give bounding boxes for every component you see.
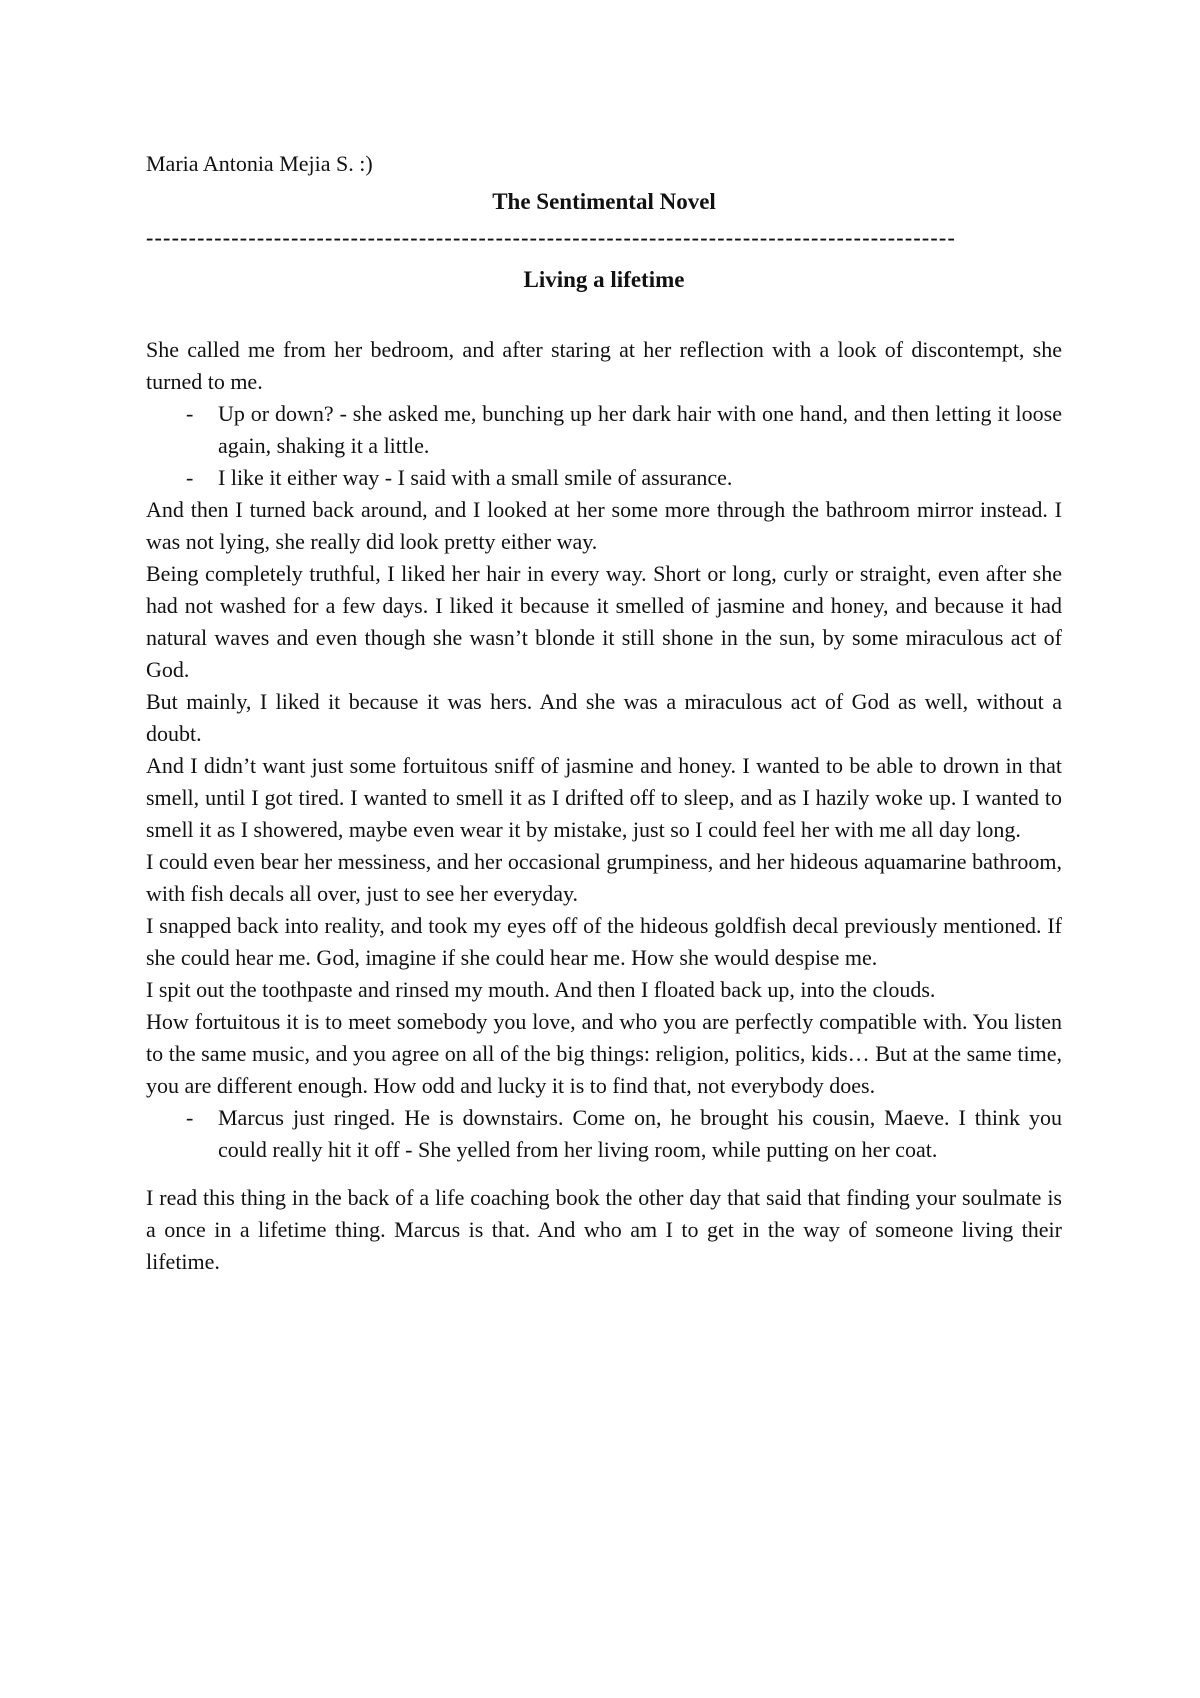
dialogue-dash: - <box>186 1105 194 1130</box>
document-page <box>146 148 1062 1278</box>
paragraph: I snapped back into reality, and took my eyes off of the hideous goldfish decal previously mentioned. If she could hear me. God, imagine if she could hear me. How she would despise me. <box>146 913 1062 970</box>
author-line: Maria Antonia Mejia S. :) <box>146 151 373 176</box>
paragraph-gap <box>146 1166 1062 1182</box>
paragraph: She called me from her bedroom, and after staring at her reflection with a look of discontempt, she turned to me. <box>146 337 1062 394</box>
dialogue-text: Marcus just ringed. He is downstairs. Come on, he brought his cousin, Maeve. I think you could really hit it off - She yelled from her living room, while putting on her coat. <box>218 1105 1062 1162</box>
paragraph: I read this thing in the back of a life coaching book the other day that said that finding your soulmate is a once in a lifetime thing. Marcus is that. And who am I to get in the way of someone living their lifetime. <box>146 1185 1062 1274</box>
paragraph: And then I turned back around, and I looked at her some more through the bathroom mirror instead. I was not lying, she really did look pretty either way. <box>146 497 1062 554</box>
paragraph: And I didn’t want just some fortuitous sniff of jasmine and honey. I wanted to be able to drown in that smell, until I got tired. I wanted to smell it as I drifted off to sleep, and as I hazily woke up. I wanted to smell it as I showered, maybe even wear it by mistake, just so I could feel her with me all day long. <box>146 753 1062 842</box>
document-title: The Sentimental Novel <box>492 189 716 214</box>
story-body <box>146 334 1062 1278</box>
dialogue-dash: - <box>186 401 194 426</box>
dialogue-line <box>146 462 1062 494</box>
paragraph: I spit out the toothpaste and rinsed my mouth. And then I floated back up, into the clouds. <box>146 977 936 1002</box>
dialogue-text: I like it either way - I said with a small smile of assurance. <box>218 465 733 490</box>
dialogue-line <box>146 398 1062 462</box>
dialogue-text: Up or down? - she asked me, bunching up her dark hair with one hand, and then letting it loose again, shaking it a little. <box>218 401 1062 458</box>
paragraph: But mainly, I liked it because it was hers. And she was a miraculous act of God as well, without a doubt. <box>146 689 1062 746</box>
paragraph: I could even bear her messiness, and her occasional grumpiness, and her hideous aquamarine bathroom, with fish decals all over, just to see her everyday. <box>146 849 1062 906</box>
divider-line: ----------------------------------------------------------------------------------------------- <box>146 225 956 250</box>
paragraph: Being completely truthful, I liked her hair in every way. Short or long, curly or straight, even after she had not washed for a few days. I liked it because it smelled of jasmine and honey, and because it had natural waves and even though she wasn’t blonde it still shone in the sun, by some miraculous act of God. <box>146 561 1062 682</box>
paragraph: How fortuitous it is to meet somebody you love, and who you are perfectly compatible with. You listen to the same music, and you agree on all of the big things: religion, politics, kids… But at the same time, you are different enough. How odd and lucky it is to find that, not everybody does. <box>146 1009 1062 1098</box>
document-subtitle: Living a lifetime <box>523 267 685 292</box>
dialogue-line <box>146 1102 1062 1166</box>
dialogue-dash: - <box>186 465 194 490</box>
